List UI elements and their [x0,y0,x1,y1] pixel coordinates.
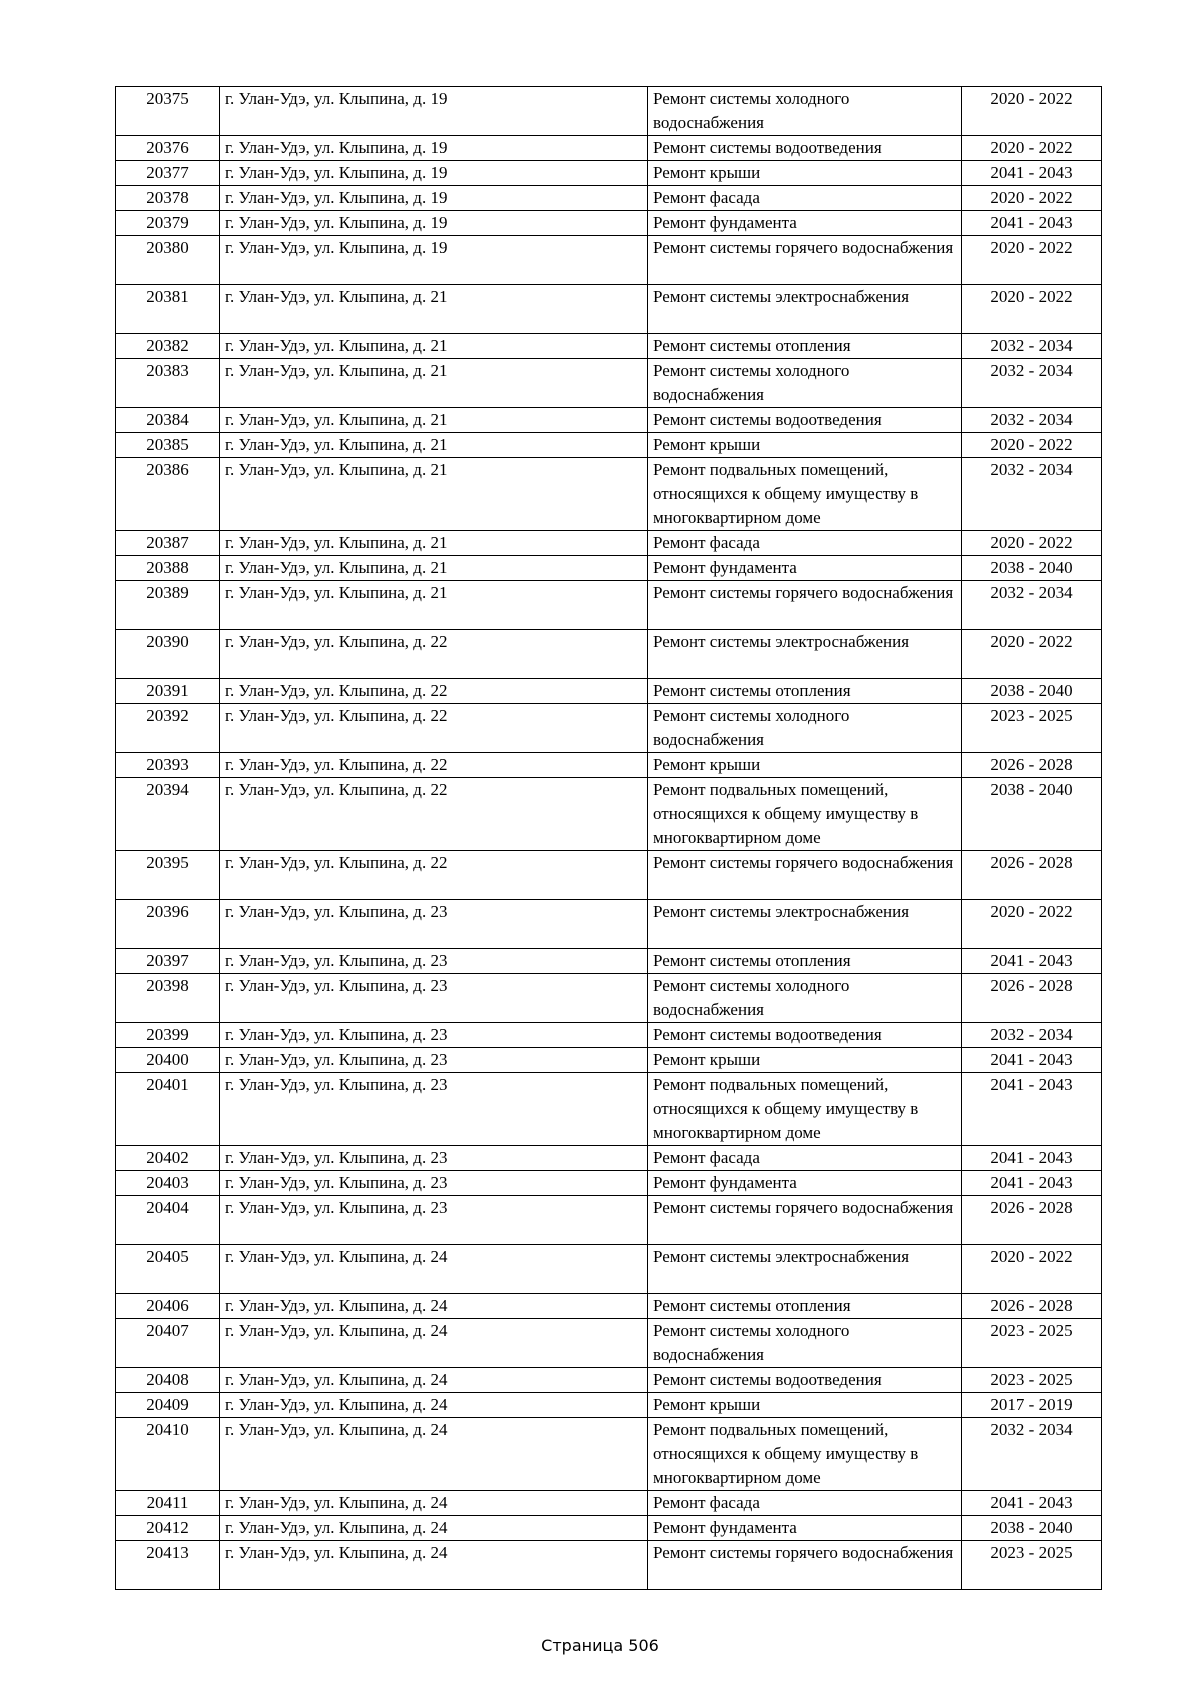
table-row [116,1146,1102,1171]
row-work-type-cell: Ремонт системы отопления [648,679,962,704]
row-period-cell: 2023 - 2025 [962,1541,1102,1590]
row-address-cell: г. Улан-Удэ, ул. Клыпина, д. 22 [220,679,648,704]
row-address-cell: г. Улан-Удэ, ул. Клыпина, д. 23 [220,1048,648,1073]
row-work-type-cell: Ремонт крыши [648,433,962,458]
table-row [116,974,1102,1023]
row-period-cell: 2026 - 2028 [962,851,1102,900]
row-period-cell: 2020 - 2022 [962,433,1102,458]
row-id-cell: 20375 [116,87,220,136]
table-row [116,630,1102,679]
row-address-cell: г. Улан-Удэ, ул. Клыпина, д. 23 [220,900,648,949]
row-period-cell: 2020 - 2022 [962,236,1102,285]
row-id-cell: 20380 [116,236,220,285]
row-work-type-cell: Ремонт системы водоотведения [648,136,962,161]
row-work-type-cell: Ремонт системы горячего водоснабжения [648,581,962,630]
row-period-cell: 2041 - 2043 [962,949,1102,974]
row-period-cell: 2041 - 2043 [962,1048,1102,1073]
row-id-cell: 20405 [116,1245,220,1294]
row-work-type-cell: Ремонт системы водоотведения [648,408,962,433]
row-work-type-cell: Ремонт системы холодного водоснабжения [648,704,962,753]
table-row [116,1196,1102,1245]
row-work-type-cell: Ремонт фасада [648,186,962,211]
table-row [116,753,1102,778]
row-address-cell: г. Улан-Удэ, ул. Клыпина, д. 22 [220,778,648,851]
table-row [116,334,1102,359]
row-period-cell: 2026 - 2028 [962,974,1102,1023]
row-period-cell: 2032 - 2034 [962,408,1102,433]
row-work-type-cell: Ремонт системы водоотведения [648,1023,962,1048]
row-work-type-cell: Ремонт системы электроснабжения [648,285,962,334]
row-id-cell: 20403 [116,1171,220,1196]
table-row [116,1245,1102,1294]
row-period-cell: 2032 - 2034 [962,1023,1102,1048]
row-address-cell: г. Улан-Удэ, ул. Клыпина, д. 19 [220,236,648,285]
row-id-cell: 20393 [116,753,220,778]
table-row [116,136,1102,161]
row-id-cell: 20398 [116,974,220,1023]
row-period-cell: 2041 - 2043 [962,1491,1102,1516]
row-period-cell: 2023 - 2025 [962,1319,1102,1368]
row-period-cell: 2041 - 2043 [962,1171,1102,1196]
row-id-cell: 20386 [116,458,220,531]
row-period-cell: 2020 - 2022 [962,531,1102,556]
row-id-cell: 20399 [116,1023,220,1048]
row-address-cell: г. Улан-Удэ, ул. Клыпина, д. 23 [220,1073,648,1146]
row-id-cell: 20401 [116,1073,220,1146]
row-address-cell: г. Улан-Удэ, ул. Клыпина, д. 23 [220,1146,648,1171]
row-id-cell: 20413 [116,1541,220,1590]
row-work-type-cell: Ремонт крыши [648,161,962,186]
table-row [116,581,1102,630]
row-period-cell: 2032 - 2034 [962,359,1102,408]
table-row [116,679,1102,704]
table-row [116,1048,1102,1073]
row-address-cell: г. Улан-Удэ, ул. Клыпина, д. 23 [220,1023,648,1048]
row-period-cell: 2026 - 2028 [962,1294,1102,1319]
row-period-cell: 2020 - 2022 [962,630,1102,679]
table-row [116,186,1102,211]
table-row [116,531,1102,556]
row-work-type-cell: Ремонт системы холодного водоснабжения [648,1319,962,1368]
row-address-cell: г. Улан-Удэ, ул. Клыпина, д. 22 [220,753,648,778]
table-row [116,900,1102,949]
row-id-cell: 20404 [116,1196,220,1245]
table-row [116,1319,1102,1368]
table-row [116,433,1102,458]
row-period-cell: 2020 - 2022 [962,900,1102,949]
row-period-cell: 2020 - 2022 [962,285,1102,334]
row-id-cell: 20392 [116,704,220,753]
row-period-cell: 2020 - 2022 [962,186,1102,211]
table-body [116,87,1102,1590]
row-period-cell: 2023 - 2025 [962,704,1102,753]
row-address-cell: г. Улан-Удэ, ул. Клыпина, д. 23 [220,1196,648,1245]
row-work-type-cell: Ремонт системы горячего водоснабжения [648,1541,962,1590]
row-address-cell: г. Улан-Удэ, ул. Клыпина, д. 21 [220,581,648,630]
row-address-cell: г. Улан-Удэ, ул. Клыпина, д. 21 [220,458,648,531]
row-period-cell: 2041 - 2043 [962,1073,1102,1146]
row-id-cell: 20379 [116,211,220,236]
row-address-cell: г. Улан-Удэ, ул. Клыпина, д. 21 [220,531,648,556]
row-id-cell: 20390 [116,630,220,679]
table-row [116,949,1102,974]
row-work-type-cell: Ремонт системы отопления [648,949,962,974]
row-id-cell: 20394 [116,778,220,851]
table-row [116,1491,1102,1516]
row-period-cell: 2038 - 2040 [962,679,1102,704]
row-id-cell: 20410 [116,1418,220,1491]
row-work-type-cell: Ремонт фундамента [648,1171,962,1196]
row-period-cell: 2020 - 2022 [962,136,1102,161]
row-period-cell: 2017 - 2019 [962,1393,1102,1418]
row-id-cell: 20389 [116,581,220,630]
table-row [116,236,1102,285]
page-number: Страница 506 [541,1636,659,1655]
table-row [116,778,1102,851]
table-row [116,1393,1102,1418]
row-id-cell: 20411 [116,1491,220,1516]
row-address-cell: г. Улан-Удэ, ул. Клыпина, д. 19 [220,87,648,136]
row-id-cell: 20402 [116,1146,220,1171]
row-id-cell: 20378 [116,186,220,211]
row-work-type-cell: Ремонт фундамента [648,1516,962,1541]
row-work-type-cell: Ремонт системы электроснабжения [648,1245,962,1294]
row-id-cell: 20385 [116,433,220,458]
table-row [116,87,1102,136]
row-period-cell: 2026 - 2028 [962,1196,1102,1245]
row-work-type-cell: Ремонт подвальных помещений, относящихся к общему имуществу в многоквартирном доме [648,1073,962,1146]
row-work-type-cell: Ремонт крыши [648,1393,962,1418]
row-work-type-cell: Ремонт системы отопления [648,1294,962,1319]
row-work-type-cell: Ремонт системы холодного водоснабжения [648,359,962,408]
row-address-cell: г. Улан-Удэ, ул. Клыпина, д. 24 [220,1368,648,1393]
row-period-cell: 2032 - 2034 [962,1418,1102,1491]
table-row [116,556,1102,581]
row-address-cell: г. Улан-Удэ, ул. Клыпина, д. 22 [220,851,648,900]
row-address-cell: г. Улан-Удэ, ул. Клыпина, д. 22 [220,704,648,753]
row-work-type-cell: Ремонт системы горячего водоснабжения [648,851,962,900]
row-work-type-cell: Ремонт фундамента [648,211,962,236]
repair-schedule-table [115,86,1102,1590]
row-address-cell: г. Улан-Удэ, ул. Клыпина, д. 21 [220,285,648,334]
row-work-type-cell: Ремонт подвальных помещений, относящихся к общему имуществу в многоквартирном доме [648,1418,962,1491]
row-address-cell: г. Улан-Удэ, ул. Клыпина, д. 24 [220,1393,648,1418]
row-id-cell: 20391 [116,679,220,704]
row-work-type-cell: Ремонт системы отопления [648,334,962,359]
row-id-cell: 20383 [116,359,220,408]
row-period-cell: 2038 - 2040 [962,556,1102,581]
row-work-type-cell: Ремонт системы холодного водоснабжения [648,974,962,1023]
row-address-cell: г. Улан-Удэ, ул. Клыпина, д. 24 [220,1294,648,1319]
row-work-type-cell: Ремонт системы электроснабжения [648,630,962,679]
row-work-type-cell: Ремонт фундамента [648,556,962,581]
row-period-cell: 2032 - 2034 [962,334,1102,359]
row-id-cell: 20412 [116,1516,220,1541]
row-period-cell: 2020 - 2022 [962,1245,1102,1294]
row-address-cell: г. Улан-Удэ, ул. Клыпина, д. 21 [220,408,648,433]
row-period-cell: 2026 - 2028 [962,753,1102,778]
row-address-cell: г. Улан-Удэ, ул. Клыпина, д. 23 [220,974,648,1023]
row-work-type-cell: Ремонт подвальных помещений, относящихся к общему имуществу в многоквартирном доме [648,458,962,531]
table-row [116,1073,1102,1146]
table-row [116,285,1102,334]
row-address-cell: г. Улан-Удэ, ул. Клыпина, д. 21 [220,334,648,359]
row-work-type-cell: Ремонт подвальных помещений, относящихся к общему имуществу в многоквартирном доме [648,778,962,851]
table-row [116,1541,1102,1590]
row-period-cell: 2032 - 2034 [962,581,1102,630]
row-work-type-cell: Ремонт крыши [648,1048,962,1073]
row-address-cell: г. Улан-Удэ, ул. Клыпина, д. 24 [220,1418,648,1491]
row-address-cell: г. Улан-Удэ, ул. Клыпина, д. 19 [220,211,648,236]
row-address-cell: г. Улан-Удэ, ул. Клыпина, д. 19 [220,136,648,161]
table-row [116,408,1102,433]
row-address-cell: г. Улан-Удэ, ул. Клыпина, д. 23 [220,949,648,974]
row-period-cell: 2041 - 2043 [962,211,1102,236]
row-work-type-cell: Ремонт фасада [648,1491,962,1516]
table-row [116,1171,1102,1196]
table-row [116,1516,1102,1541]
row-work-type-cell: Ремонт системы горячего водоснабжения [648,1196,962,1245]
row-id-cell: 20376 [116,136,220,161]
row-id-cell: 20406 [116,1294,220,1319]
row-address-cell: г. Улан-Удэ, ул. Клыпина, д. 22 [220,630,648,679]
row-work-type-cell: Ремонт системы электроснабжения [648,900,962,949]
row-work-type-cell: Ремонт фасада [648,531,962,556]
table-row [116,458,1102,531]
row-address-cell: г. Улан-Удэ, ул. Клыпина, д. 21 [220,433,648,458]
row-id-cell: 20377 [116,161,220,186]
row-address-cell: г. Улан-Удэ, ул. Клыпина, д. 21 [220,556,648,581]
row-id-cell: 20381 [116,285,220,334]
row-id-cell: 20400 [116,1048,220,1073]
table-row [116,161,1102,186]
row-work-type-cell: Ремонт крыши [648,753,962,778]
row-address-cell: г. Улан-Удэ, ул. Клыпина, д. 21 [220,359,648,408]
row-period-cell: 2032 - 2034 [962,458,1102,531]
row-id-cell: 20382 [116,334,220,359]
table-row [116,1368,1102,1393]
row-period-cell: 2041 - 2043 [962,161,1102,186]
row-work-type-cell: Ремонт системы холодного водоснабжения [648,87,962,136]
row-period-cell: 2020 - 2022 [962,87,1102,136]
row-id-cell: 20408 [116,1368,220,1393]
row-id-cell: 20395 [116,851,220,900]
row-id-cell: 20396 [116,900,220,949]
row-period-cell: 2041 - 2043 [962,1146,1102,1171]
row-id-cell: 20409 [116,1393,220,1418]
row-address-cell: г. Улан-Удэ, ул. Клыпина, д. 19 [220,161,648,186]
row-id-cell: 20387 [116,531,220,556]
row-period-cell: 2038 - 2040 [962,1516,1102,1541]
row-period-cell: 2023 - 2025 [962,1368,1102,1393]
row-work-type-cell: Ремонт фасада [648,1146,962,1171]
row-id-cell: 20388 [116,556,220,581]
table-row [116,851,1102,900]
row-period-cell: 2038 - 2040 [962,778,1102,851]
row-address-cell: г. Улан-Удэ, ул. Клыпина, д. 24 [220,1245,648,1294]
row-address-cell: г. Улан-Удэ, ул. Клыпина, д. 24 [220,1516,648,1541]
row-address-cell: г. Улан-Удэ, ул. Клыпина, д. 23 [220,1171,648,1196]
row-id-cell: 20384 [116,408,220,433]
row-address-cell: г. Улан-Удэ, ул. Клыпина, д. 19 [220,186,648,211]
table-row [116,1418,1102,1491]
row-address-cell: г. Улан-Удэ, ул. Клыпина, д. 24 [220,1491,648,1516]
table-row [116,359,1102,408]
row-work-type-cell: Ремонт системы горячего водоснабжения [648,236,962,285]
row-id-cell: 20407 [116,1319,220,1368]
table-row [116,1294,1102,1319]
table-row [116,704,1102,753]
table-row [116,211,1102,236]
row-work-type-cell: Ремонт системы водоотведения [648,1368,962,1393]
row-address-cell: г. Улан-Удэ, ул. Клыпина, д. 24 [220,1541,648,1590]
row-address-cell: г. Улан-Удэ, ул. Клыпина, д. 24 [220,1319,648,1368]
table-row [116,1023,1102,1048]
row-id-cell: 20397 [116,949,220,974]
